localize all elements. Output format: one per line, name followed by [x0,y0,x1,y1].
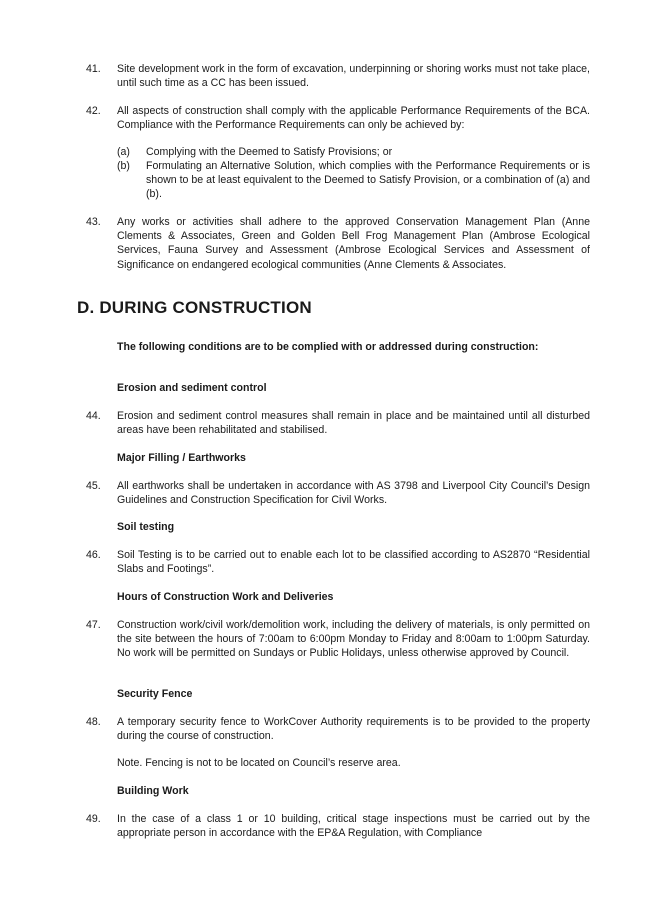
subheading-erosion: Erosion and sediment control [117,382,267,394]
condition-number: 48. [86,716,101,728]
section-intro: The following conditions are to be complied with or addressed during construction: [117,341,539,353]
condition-41-text: Site development work in the form of excavation, underpinning or shoring works must not take place, until such time as a CC has been issued. [117,63,590,90]
condition-43-text: Any works or activities shall adhere to the approved Conservation Management Plan (Anne Clements & Associates, Green and Golden Bell Frog Management Plan (Ambrose Ecological Services, Fauna Survey and Assessment (Ambrose Ecological Services and Assessment of Significance on endangered ecological communities (Anne Clements & Associates. [117,216,590,271]
sub-item-a-text: Complying with the Deemed to Satisfy Provisions; or [146,146,393,158]
section-heading: D. DURING CONSTRUCTION [77,298,312,317]
condition-number: 45. [86,480,101,492]
condition-47-text: Construction work/civil work/demolition work, including the delivery of materials, is only permitted on the site between the hours of 7:00am to 6:00pm Monday to Friday and 8:00am to 1:00pm Saturday. No work will be permitted on Sundays or Public Holidays, unless otherwise approved by Council. [117,619,590,660]
condition-46-text: Soil Testing is to be carried out to enable each lot to be classified according to AS2870 “Residential Slabs and Footings”. [117,549,590,576]
condition-number: 46. [86,549,101,561]
condition-number: 49. [86,813,101,825]
condition-45-text: All earthworks shall be undertaken in accordance with AS 3798 and Liverpool City Council’s Design Guidelines and Construction Specification for Civil Works. [117,480,590,507]
condition-number: 41. [86,63,101,75]
condition-42-text: All aspects of construction shall comply with the applicable Performance Requirements of the BCA. Compliance with the Performance Requirements can only be achieved by: [117,105,590,132]
subheading-earthworks: Major Filling / Earthworks [117,452,246,464]
condition-48-text: A temporary security fence to WorkCover Authority requirements is to be provided to the property during the course of construction. [117,716,590,743]
condition-48-note: Note. Fencing is not to be located on Council’s reserve area. [117,757,401,769]
condition-number: 42. [86,105,101,117]
condition-49-text: In the case of a class 1 or 10 building, critical stage inspections must be carried out by the appropriate person in accordance with the EP&A Regulation, with Compliance [117,813,590,840]
subheading-hours: Hours of Construction Work and Deliveries [117,591,334,603]
sub-item-b-text: Formulating an Alternative Solution, which complies with the Performance Requirements or is shown to be at least equivalent to the Deemed to Satisfy Provision, or a combination of (a) and (b). [146,160,590,201]
subheading-security-fence: Security Fence [117,688,193,700]
subheading-building-work: Building Work [117,785,189,797]
subheading-soil-testing: Soil testing [117,521,175,533]
sub-item-label: (a) [117,146,130,158]
condition-number: 43. [86,216,101,228]
sub-item-label: (b) [117,160,130,172]
condition-number: 44. [86,410,101,422]
condition-number: 47. [86,619,101,631]
condition-44-text: Erosion and sediment control measures shall remain in place and be maintained until all disturbed areas have been rehabilitated and stabilised. [117,410,590,437]
